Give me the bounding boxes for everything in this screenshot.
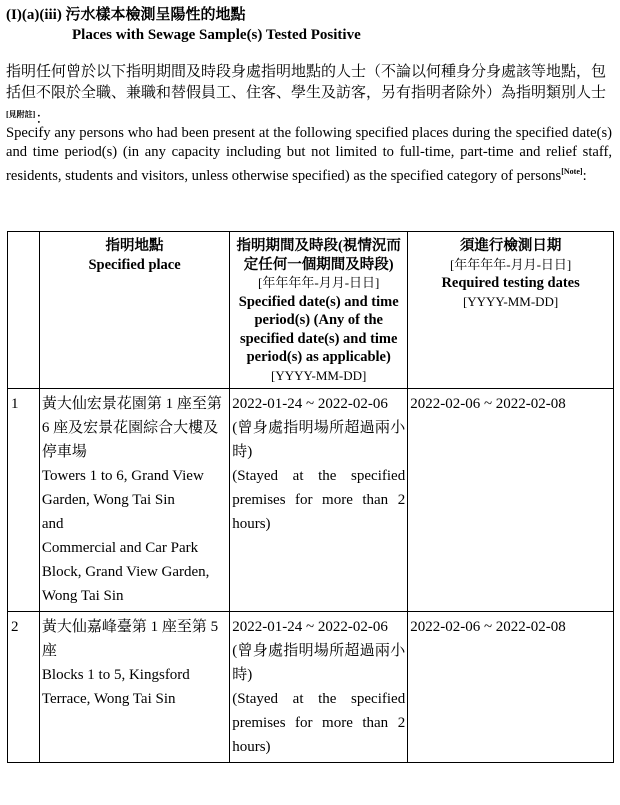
row-period — [230, 389, 408, 612]
row-place — [39, 389, 229, 612]
row-place — [39, 612, 229, 763]
period-dates: 2022-01-24 ~ 2022-02-06 — [232, 619, 388, 635]
section-heading — [6, 5, 361, 45]
period-dates: 2022-01-24 ~ 2022-02-06 — [232, 396, 388, 412]
row-number: 1 — [8, 389, 40, 612]
header-no — [8, 232, 40, 389]
header-testing-format-zh: [年年年年-月月-日日] — [449, 256, 572, 272]
place-en-second: Commercial and Car Park Block, Grand View Garden, Wong Tai Sin — [41, 540, 210, 604]
heading-en: Places with Sewage Sample(s) Tested Positive — [72, 27, 361, 43]
intro-zh-note-ref: [見附註] — [6, 110, 36, 119]
row-testing-dates: 2022-02-06 ~ 2022-02-08 — [408, 389, 614, 612]
intro-en-text: Specify any persons who had been present at the following specified places during the specified date(s) and time period(s) (in any capacity including but not limited to full-time, part-time and relief staff, residents, students and visitors, unless otherwise specified) as the specified category of persons — [6, 125, 612, 184]
intro-en-end: : — [582, 167, 587, 184]
period-note-zh: (曾身處指明場所超過兩小時) — [232, 643, 406, 683]
header-period-format-en: [YYYY-MM-DD] — [271, 367, 367, 383]
period-note-en: (Stayed at the specified premises for more than 2 hours) — [232, 468, 406, 532]
header-period-en: Specified date(s) and time period(s) (Any of the specified date(s) and time period(s) as applicable) — [238, 293, 399, 365]
row-period — [230, 612, 408, 763]
place-en: Blocks 1 to 5, Kingsford Terrace, Wong Tai Sin — [41, 667, 190, 707]
table-header-row — [8, 232, 614, 389]
intro-zh-text: 指明任何曾於以下指明期間及時段身處指明地點的人士（不論以何種身分身處該等地點，包括但不限於全職、兼職和替假員工、住客、學生及訪客，另有指明者除外）為指明類別人士 — [6, 64, 607, 101]
place-en: Towers 1 to 6, Grand View Garden, Wong Tai Sin — [41, 468, 204, 508]
places-table — [7, 231, 614, 763]
header-period-zh: 指明期間及時段(視情況而定任何一個期間及時段) — [236, 238, 401, 273]
heading-zh: (I)(a)(iii) 污水樣本檢測呈陽性的地點 — [6, 7, 246, 23]
row-testing-dates: 2022-02-06 ~ 2022-02-08 — [408, 612, 614, 763]
table-row — [8, 612, 614, 763]
place-en-and: and — [41, 516, 64, 532]
header-testing-en: Required testing dates — [441, 275, 580, 291]
header-place — [39, 232, 229, 389]
place-zh: 黃大仙嘉峰臺第 1 座至第 5 座 — [41, 619, 219, 659]
header-place-zh: 指明地點 — [105, 238, 164, 254]
header-testing — [408, 232, 614, 389]
period-note-en: (Stayed at the specified premises for more than 2 hours) — [232, 691, 406, 755]
table-row — [8, 389, 614, 612]
row-number: 2 — [8, 612, 40, 763]
intro-en-note-ref: [Note] — [561, 167, 583, 176]
header-testing-zh: 須進行檢測日期 — [459, 238, 562, 254]
header-testing-format-en: [YYYY-MM-DD] — [462, 293, 559, 309]
intro-zh-end: ： — [35, 111, 51, 127]
header-period — [230, 232, 408, 389]
header-period-format-zh: [年年年年-月月-日日] — [258, 275, 380, 290]
intro-english — [6, 124, 612, 186]
intro-chinese — [6, 62, 606, 130]
place-zh: 黃大仙宏景花園第 1 座至第 6 座及宏景花園綜合大樓及停車場 — [41, 396, 222, 460]
header-place-en: Specified place — [88, 256, 181, 273]
period-note-zh: (曾身處指明場所超過兩小時) — [232, 420, 406, 460]
